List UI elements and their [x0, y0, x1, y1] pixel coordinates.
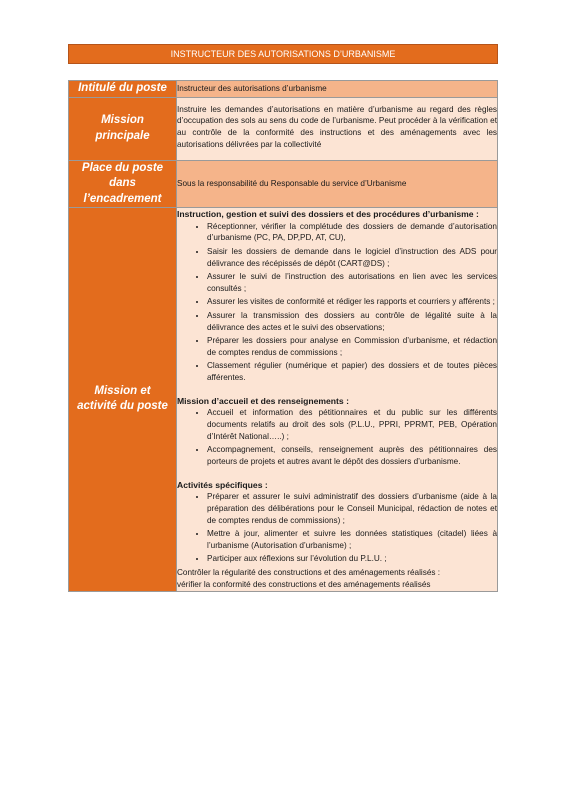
- section-spacer: [177, 386, 497, 395]
- value-mission-activite: [177, 208, 498, 592]
- label-place-encadrement-text: Place du poste dans l’encadrement: [81, 161, 164, 205]
- label-mission-principale: [69, 97, 177, 160]
- list-item: • Accompagnement, conseils, renseignement auprès des pétitionnaires des porteurs de projets et autres avant le dépôt des dossiers d’urbanisme.: [207, 444, 497, 468]
- document-title: INSTRUCTEUR DES AUTORISATIONS D’URBANISME: [68, 44, 498, 64]
- list-item: • Participer aux réflexions sur l’évolution du P.L.U. ;: [207, 553, 497, 565]
- label-mission-activite-text: Mission et activité du poste: [77, 384, 168, 413]
- list-instruction: [177, 221, 497, 385]
- value-mission-principale: Instruire les demandes d’autorisations en matière d’urbanisme au regard des règles d’occupation des sols au sens du code de l’urbanisme. Peut procéder à la vérification et au contrôle de la conformité des instructions et des aménagements avec les autorisations délivrées par la collectivité: [177, 97, 498, 160]
- list-activites: [177, 491, 497, 565]
- list-accueil: [177, 407, 497, 468]
- section-title-instruction: Instruction, gestion et suivi des dossiers et des procédures d’urbanisme :: [177, 209, 479, 220]
- list-item: • Classement régulier (numérique et papier) des dossiers et de toutes pièces afférentes.: [207, 360, 497, 384]
- row-mission-activite: [69, 208, 498, 592]
- list-item: • Assurer les visites de conformité et rédiger les rapports et courriers y afférents ;: [207, 296, 497, 308]
- section-title-accueil: Mission d’accueil et des renseignements :: [177, 395, 349, 406]
- list-item: • Accueil et information des pétitionnaires et du public sur les différents documents relatifs au droit des sols (P.L.U., PPRI, PPRMT, PEB, Opération d’Intérêt National…..) ;: [207, 407, 497, 443]
- list-item: • Saisir les dossiers de demande dans le logiciel d’instruction des ADS pour délivrance des récépissés de dépôt (CART@DS) ;: [207, 246, 497, 270]
- row-intitule: [69, 81, 498, 98]
- job-description-table: [68, 80, 498, 592]
- label-mission-principale-text: Mission principale: [95, 114, 150, 142]
- list-item: • Préparer et assurer le suivi administratif des dossiers d’urbanisme (aide à la préparation des délibérations pour le Conseil Municipal, rédaction de notes et de comptes rendus de commissions) ;: [207, 491, 497, 527]
- list-item: • Assurer la transmission des dossiers au contrôle de légalité suite à la délivrance des actes et le suivi des observations;: [207, 310, 497, 334]
- row-mission-principale: [69, 97, 498, 160]
- list-item: • Mettre à jour, alimenter et suivre les données statistiques (citadel) liées à l’urbanisme (Autorisation d’urbanisme) ;: [207, 528, 497, 552]
- list-item: • Réceptionner, vérifier la complétude des dossiers de demande d’autorisation d’urbanisme (PC, PA, DP,PD, AT, CU),: [207, 221, 497, 245]
- list-item: • Assurer le suivi de l’instruction des autorisations en lien avec les services consultés ;: [207, 271, 497, 295]
- value-intitule: Instructeur des autorisations d’urbanisme: [177, 81, 498, 98]
- row-place-encadrement: [69, 160, 498, 208]
- label-place-encadrement: [69, 160, 177, 208]
- label-mission-activite: [69, 208, 177, 592]
- label-intitule: Intitulé du poste: [69, 81, 177, 98]
- section-spacer: [177, 470, 497, 479]
- section-title-activites: Activités spécifiques :: [177, 479, 268, 490]
- trailing-line: vérifier la conformité des constructions et des aménagements réalisés: [177, 579, 431, 589]
- value-place-encadrement: Sous la responsabilité du Responsable du service d’Urbanisme: [177, 160, 498, 208]
- trailing-line: Contrôler la régularité des constructions et des aménagements réalisés :: [177, 567, 441, 577]
- list-item: • Préparer les dossiers pour analyse en Commission d’urbanisme, et rédaction de comptes rendus de commissions ;: [207, 335, 497, 359]
